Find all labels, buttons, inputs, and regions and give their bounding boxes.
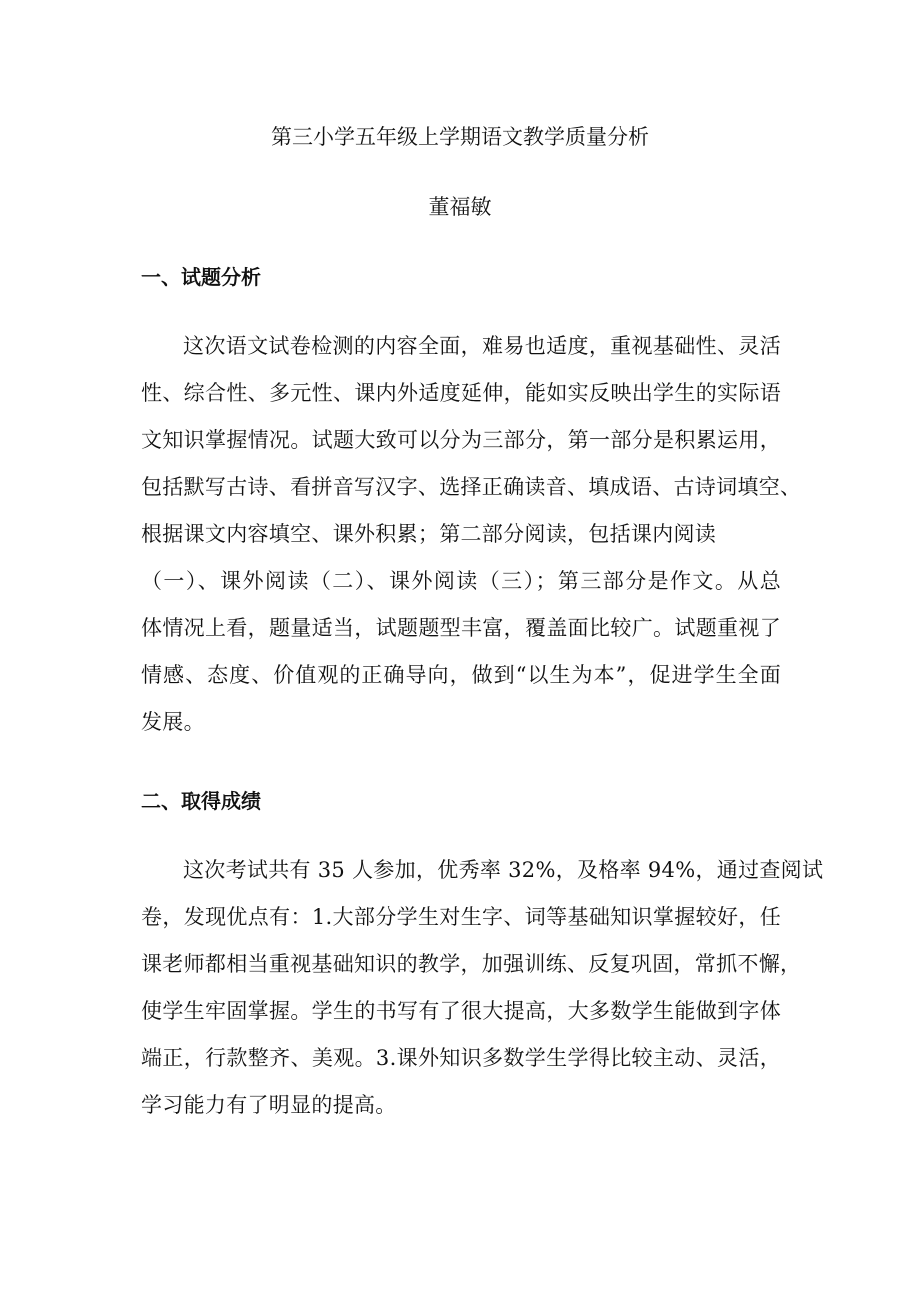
- paragraph-line: 端正，行款整齐、美观。3.课外知识多数学生学得比较主动、灵活，: [141, 1046, 781, 1070]
- section-heading-achievements: 二、取得成绩: [141, 789, 261, 813]
- paragraph-line: 情感、态度、价值观的正确导向，做到“以生为本”，促进学生全面: [141, 663, 781, 687]
- section-heading-test-analysis: 一、试题分析: [141, 265, 261, 289]
- paragraph-line: 卷，发现优点有：1.大部分学生对生字、词等基础知识掌握较好，任: [141, 905, 781, 929]
- paragraph-line: 课老师都相当重视基础知识的教学，加强训练、反复巩固，常抓不懈，: [141, 952, 802, 976]
- paragraph-line: 这次考试共有 35 人参加，优秀率 32%，及格率 94%，通过查阅试: [183, 858, 824, 882]
- document-title: 第三小学五年级上学期语文教学质量分析: [271, 125, 649, 149]
- author-name: 董福敏: [428, 195, 492, 219]
- paragraph-line: 性、综合性、多元性、课内外适度延伸，能如实反映出学生的实际语: [141, 381, 781, 405]
- paragraph-line: （一）、课外阅读（二）、课外阅读（三）；第三部分是作文。从总: [141, 569, 781, 593]
- paragraph-achievements: [141, 847, 824, 1129]
- paragraph-line: 发展。: [141, 710, 205, 734]
- paragraph-line: 包括默写古诗、看拼音写汉字、选择正确读音、填成语、古诗词填空、: [141, 475, 802, 499]
- paragraph-line: 这次语文试卷检测的内容全面，难易也适度，重视基础性、灵活: [183, 334, 781, 358]
- paragraph-line: 文知识掌握情况。试题大致可以分为三部分，第一部分是积累运用，: [141, 428, 781, 452]
- paragraph-line: 体情况上看，题量适当，试题题型丰富，覆盖面比较广。试题重视了: [141, 616, 781, 640]
- paragraph-line: 根据课文内容填空、课外积累；第二部分阅读，包括课内阅读: [141, 522, 717, 546]
- paragraph-test-analysis: [141, 323, 802, 746]
- paragraph-line: 学习能力有了明显的提高。: [141, 1093, 397, 1117]
- paragraph-line: 使学生牢固掌握。学生的书写有了很大提高，大多数学生能做到字体: [141, 999, 781, 1023]
